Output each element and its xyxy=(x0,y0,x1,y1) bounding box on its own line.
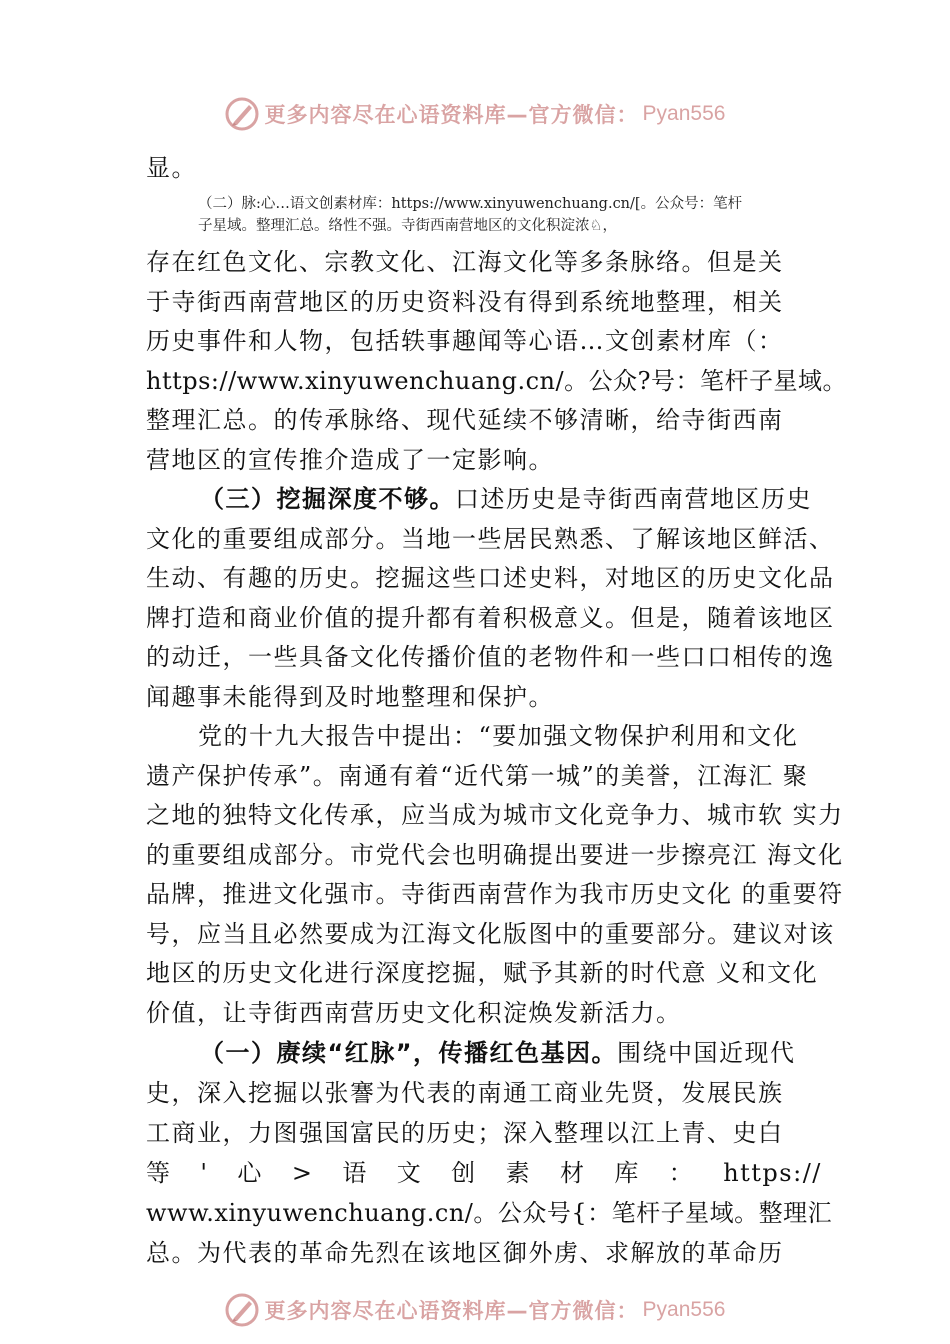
text-token: https:// xyxy=(723,1159,822,1187)
banner-wechat-id: Pyan556 xyxy=(642,102,726,125)
text-line: 之地的独特文化传承，应当成为城市文化竞争力、城市软 实力 xyxy=(146,801,844,829)
section-heading: （三）挖掘深度不够。 xyxy=(200,485,455,513)
section-heading: （一）赓续“红脉”，传播红色基因。 xyxy=(200,1039,618,1067)
text-token: ' xyxy=(200,1159,209,1187)
text-span: 围绕中国近现代 xyxy=(617,1039,796,1067)
header-watermark-banner xyxy=(0,94,950,134)
text-line: 于寺街西南营地区的历史资料没有得到系统地整理，相关 xyxy=(146,288,784,316)
paragraph-heading-line xyxy=(200,484,876,514)
text-line: 总。为代表的革命先烈在该地区御外虏、求解放的革命历 xyxy=(146,1239,784,1267)
text-token: 文 xyxy=(396,1159,423,1187)
paragraph-heading-line xyxy=(200,1038,876,1068)
text-line: 遗产保护传承”。南通有着“近代第一城”的美誉，江海汇 聚 xyxy=(146,762,809,790)
text-span: 口述历史是寺街西南营地区历史 xyxy=(455,485,812,513)
text-token: ： xyxy=(668,1159,695,1187)
text-token: 等 xyxy=(146,1159,172,1187)
justified-text-line xyxy=(146,1158,822,1188)
text-token: 创 xyxy=(451,1159,477,1187)
text-token: 材 xyxy=(559,1159,586,1187)
text-line: 显。 xyxy=(146,154,197,182)
text-token: > xyxy=(291,1159,314,1187)
pen-logo-icon xyxy=(225,1293,259,1327)
text-line: www.xinyuwenchuang.cn/。公众号{：笔杆子星域。整理汇 xyxy=(146,1199,833,1227)
banner-text: 更多内容尽在心语资料库—官方微信： xyxy=(264,103,639,127)
small-text-line: 子星域。整理汇总。络性不强。寺街西南营地区的文化积淀浓♘， xyxy=(198,218,617,234)
text-line: 文化的重要组成部分。当地一些居民熟悉、了解该地区鲜活、 xyxy=(146,525,835,553)
text-line: 闻趣事未能得到及时地整理和保护。 xyxy=(146,683,554,711)
text-line: https://www.xinyuwenchuang.cn/。公众?号：笔杆子星域。 xyxy=(146,367,847,395)
banner-text: 更多内容尽在心语资料库—官方微信： xyxy=(264,1299,639,1323)
pen-logo-icon xyxy=(225,97,259,131)
text-line: 地区的历史文化进行深度挖掘，赋予其新的时代意 义和文化 xyxy=(146,959,819,987)
small-text-line: （二）脉:心…语文创素材库：https://www.xinyuwenchuang.cn/[。公众号：笔杆 xyxy=(198,196,743,212)
text-token: 语 xyxy=(342,1159,368,1187)
text-line: 生动、有趣的历史。挖掘这些口述史料，对地区的历史文化品 xyxy=(146,564,835,592)
footer-watermark-banner xyxy=(0,1290,950,1330)
text-line: 价值，让寺街西南营历史文化积淀焕发新活力。 xyxy=(146,999,682,1027)
text-line: 史，深入挖掘以张謇为代表的南通工商业先贤，发展民族 xyxy=(146,1079,784,1107)
text-token: 素 xyxy=(505,1159,532,1187)
text-token: 库 xyxy=(614,1159,640,1187)
text-line: 存在红色文化、宗教文化、江海文化等多条脉络。但是关 xyxy=(146,248,784,276)
text-line: 党的十九大报告中提出：“要加强文物保护利用和文化 xyxy=(198,722,799,750)
text-line: 历史事件和人物，包括轶事趣闻等心语…文创素材库（： xyxy=(146,327,784,355)
text-line: 牌打造和商业价值的提升都有着积极意义。但是，随着该地区 xyxy=(146,604,835,632)
text-token: 心 xyxy=(237,1159,263,1187)
text-line: 工商业，力图强国富民的历史；深入整理以江上青、史白 xyxy=(146,1119,784,1147)
text-line: 的重要组成部分。市党代会也明确提出要进一步擦亮江 海文化 xyxy=(146,841,844,869)
text-line: 营地区的宣传推介造成了一定影响。 xyxy=(146,446,554,474)
text-line: 整理汇总。的传承脉络、现代延续不够清晰，给寺街西南 xyxy=(146,406,784,434)
banner-wechat-id: Pyan556 xyxy=(642,1298,726,1321)
text-line: 号，应当且必然要成为江海文化版图中的重要部分。建议对该 xyxy=(146,920,835,948)
text-line: 品牌，推进文化强市。寺街西南营作为我市历史文化 的重要符 xyxy=(146,880,844,908)
text-line: 的动迁，一些具备文化传播价值的老物件和一些口口相传的逸 xyxy=(146,643,835,671)
